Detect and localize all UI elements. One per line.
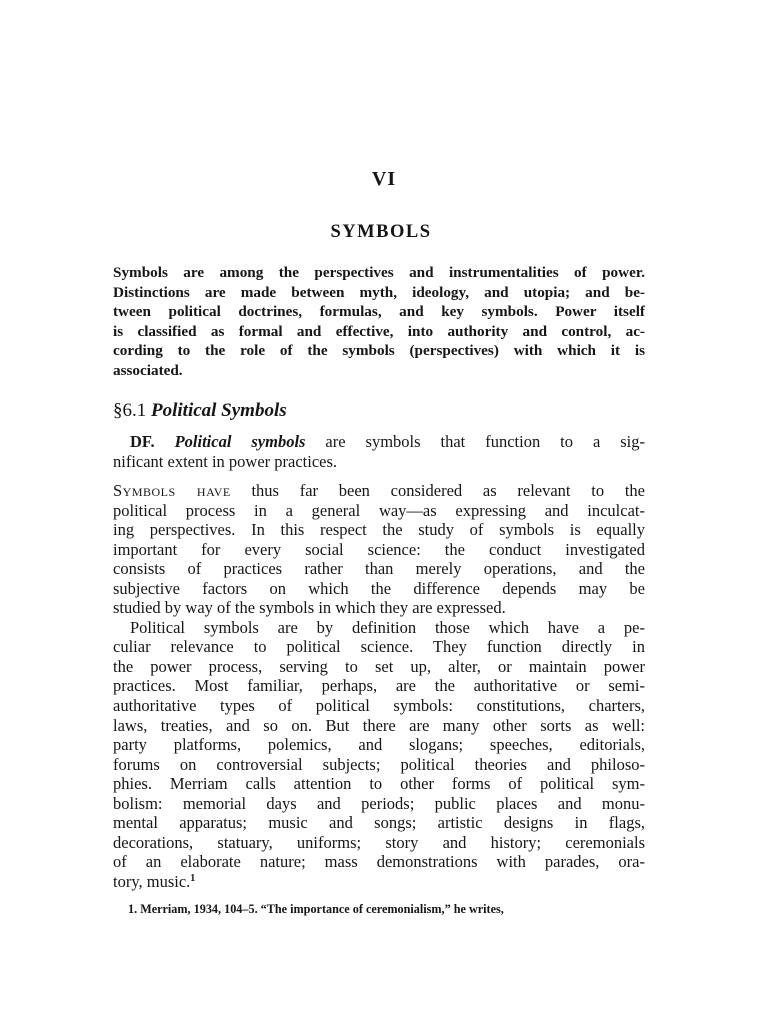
body-text (113, 481, 645, 891)
chapter-number: VI (371, 168, 397, 190)
chapter-abstract (113, 263, 645, 381)
paragraph-line: of an elaborate nature; mass demonstrations with parades, ora- (113, 852, 645, 872)
paragraph-line: the power process, serving to set up, alter, or maintain power (113, 656, 645, 676)
paragraph-line: ing perspectives. In this respect the study of symbols is equally (113, 520, 645, 540)
abstract-line: tween political doctrines, formulas, and key symbols. Power itself (113, 303, 645, 321)
definition (113, 432, 645, 472)
paragraph-line (113, 481, 645, 501)
definition-term: Political symbols (174, 432, 306, 451)
paragraph-line: Political symbols are by definition those which have a pe- (130, 617, 645, 637)
paragraph-line: bolism: memorial days and periods; public places and monu- (113, 793, 645, 813)
paragraph-line: party platforms, polemics, and slogans; speeches, editorials, (113, 735, 645, 755)
paragraph-line: mental apparatus; music and songs; artistic designs in flags, (113, 813, 645, 833)
paragraph-line: forums on controversial subjects; political theories and philoso- (113, 754, 645, 774)
paragraph-lead-smallcaps: Symbols have (113, 481, 231, 500)
paragraph-line: studied by way of the symbols in which they are expressed. (113, 598, 506, 618)
paragraph-line: important for every social science: the conduct investigated (113, 539, 645, 559)
paragraph-line-text: tory, music. (113, 871, 191, 891)
footnote-reference: 1 (190, 872, 196, 884)
paragraph-line: consists of practices rather than merely operations, and the (113, 559, 645, 579)
paragraph-line: authoritative types of political symbols: constitutions, charters, (113, 696, 645, 716)
paragraph-line: subjective factors on which the difference depends may be (113, 578, 645, 598)
abstract-line: Distinctions are made between myth, ideology, and utopia; and be- (113, 283, 645, 301)
chapter-title: SYMBOLS (330, 222, 432, 242)
paragraph-line: decorations, statuary, uniforms; story and history; ceremonials (113, 832, 645, 852)
paragraph-line-text: thus far been considered as relevant to the (251, 481, 646, 500)
abstract-line: associated. (113, 361, 183, 379)
paragraph-line: phies. Merriam calls attention to other forms of political sym- (113, 774, 645, 794)
section-number: §6.1 (113, 400, 147, 421)
section-title: Political Symbols (151, 400, 287, 421)
paragraph-line: culiar relevance to political science. They function directly in (113, 637, 645, 657)
paragraph-line: practices. Most familiar, perhaps, are the authoritative or semi- (113, 676, 645, 696)
abstract-line: is classified as formal and effective, into authority and control, ac- (113, 322, 645, 340)
definition-text: are symbols that function to a sig- (325, 432, 645, 451)
abstract-line: Symbols are among the perspectives and instrumentalities of power. (113, 264, 645, 281)
footnote: 1. Merriam, 1934, 104–5. “The importance of ceremonialism,” he writes, (128, 902, 504, 916)
definition-line: nificant extent in power practices. (113, 452, 338, 471)
definition-label: DF. (130, 432, 155, 451)
abstract-line: cording to the role of the symbols (perspectives) with which it is (113, 342, 645, 360)
paragraph-line (113, 872, 645, 892)
definition-line (113, 432, 645, 452)
paragraph-line: political process in a general way—as expressing and inculcat- (113, 500, 645, 520)
section-heading (113, 400, 287, 422)
paragraph-line: laws, treaties, and so on. But there are many other sorts as well: (113, 715, 645, 735)
